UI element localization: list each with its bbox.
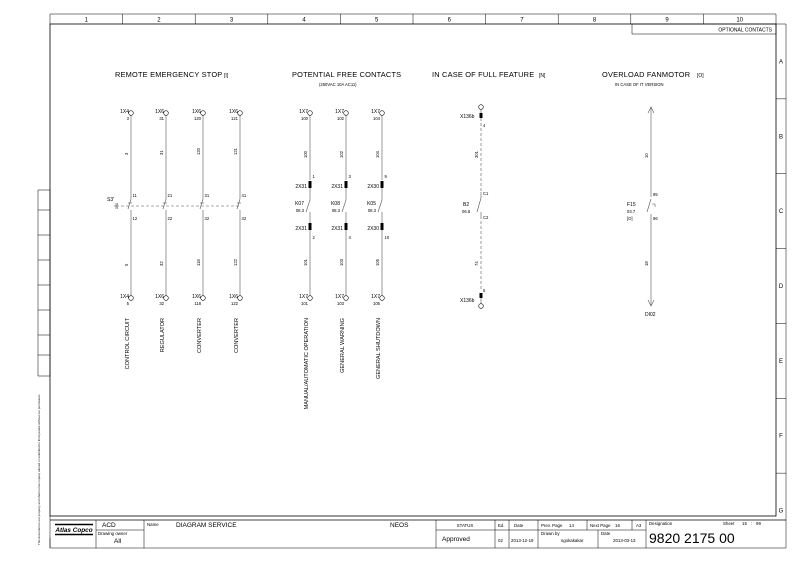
paper-format: A3 [636,523,642,528]
device-ref: [O] [627,216,633,221]
section-ref: [O] [697,73,704,79]
device-label: B2 [463,202,470,208]
wire-number: 103 [339,259,344,266]
overload-contact [647,199,651,212]
device-ref: 03.7 [627,209,636,214]
contact-number: 21 [167,193,173,198]
potential-free-circuit [331,109,351,373]
row-ruler [776,59,786,514]
drawing-name: DIAGRAM SERVICE [176,522,237,529]
device-ref: 06.8 [462,209,471,214]
contact-number: 32 [204,216,210,221]
terminal-label: 1X6 [192,109,201,115]
potential-free-circuit [295,109,315,409]
column-label: 3 [229,17,234,24]
target-label: DI02 [645,312,656,318]
contact-number: 42 [241,216,247,221]
plug-pin: 9 [384,174,387,179]
section-ref: [N] [539,73,546,79]
terminal-label: 1X6 [155,109,164,115]
terminal-pin: 102 [337,116,344,121]
column-label: 1 [84,17,88,24]
field-label: Designation [649,521,673,526]
plug-pin: 2 [312,235,315,240]
terminal-label: 1X4 [120,109,129,115]
section-title: REMOTE EMERGENCY STOP [115,70,223,79]
nc-contact [128,199,131,209]
relay-contact [342,200,346,212]
wire-number: 118 [196,259,201,266]
column-label: 9 [665,17,669,24]
prev-page-value: 14 [569,523,574,528]
wire-number: 120 [196,148,201,155]
terminal-label: 1X4 [120,294,129,300]
terminal-pin: 120 [194,116,201,121]
wire-number: 105 [375,259,380,266]
wire-number: 5 [124,263,129,266]
section-full-feature [432,70,546,308]
contact-number: 41 [241,193,247,198]
relay-ref: 08.3 [331,208,340,213]
terminal-circle [238,296,243,301]
wire-number: 121 [233,148,238,155]
relay-ref: 08.3 [295,208,304,213]
field-label: Sheet [723,521,735,526]
relay-ref: 08.3 [367,208,376,213]
section-overload-fanmotor [602,70,704,318]
designation-number: 9820 2175 00 [649,530,735,546]
wire-number: 31 [159,150,164,155]
terminal-circle [380,111,385,116]
terminal-circle [164,296,169,301]
plug-label: 2X31 [295,184,307,190]
column-label: 6 [447,17,451,24]
wire-number: 122 [233,259,238,266]
terminal-label: 1X6 [229,294,238,300]
row-label: G [778,508,784,515]
connector-pin [345,181,348,188]
terminal-pin: 100 [301,116,308,121]
row-label: A [778,59,784,66]
terminal-circle [129,111,134,116]
nc-contact [237,199,240,209]
terminal-circle [308,111,313,116]
field-label: STATUS [456,523,474,528]
status-value: Approved [442,536,470,543]
field-label: Date [601,531,611,536]
logo-text: Atlas Copco [55,527,93,534]
wire-number: 100 [303,151,308,158]
emergency-stop-circuit [155,109,173,352]
function-label: CONVERTER [234,318,240,354]
field-label: Date [514,523,524,528]
terminal-label: 1X7 [299,294,308,300]
column-ruler [85,14,744,24]
section-subtitle: IN CASE OF IT VERSION [615,82,664,87]
connector-label: X136b [460,114,475,120]
contact-number: C2 [483,215,489,220]
connector-pin [309,223,312,230]
column-label: 2 [157,17,161,24]
terminal-pin: 105 [373,301,380,306]
connector-pin [381,181,384,188]
column-label: 5 [375,17,379,24]
contact-number: 22 [167,216,173,221]
date-value: 2013-12-19 [511,538,534,543]
terminal-label: 1X6 [155,294,164,300]
terminal-circle [479,105,484,110]
copyright-note: This document is our property and shall not be copied, altered or submitted to third parties without our permission. [37,393,41,545]
terminal-label: 1X7 [371,109,380,115]
drawing-owner: All [114,538,122,545]
connector-label: X136b [460,298,475,304]
section-title: POTENTIAL FREE CONTACTS [292,70,402,79]
terminal-pin: 118 [194,301,201,306]
function-label: CONTROL CIRCUIT [125,318,131,370]
switch-contact [477,198,481,212]
function-label: CONVERTER [197,318,203,354]
wire-number: 32 [159,261,164,266]
terminal-circle [344,296,349,301]
revision-boxes [38,190,50,376]
field-label: Name [147,522,159,527]
terminal-circle [380,296,385,301]
sheet-frame [50,14,786,548]
contact-number: 31 [204,193,210,198]
thermal-actuator-icon [652,204,655,207]
next-page-value: 16 [615,523,620,528]
plug-pin: 1 [312,174,315,179]
terminal-circle [308,296,313,301]
emergency-stop-circuit [120,109,138,369]
banner-text: OPTIONAL CONTACTS [718,27,772,34]
section-subtitle: (250VAC 10A AC11) [319,82,357,87]
wire-number: 3 [124,152,129,155]
section-title: IN CASE OF FULL FEATURE [432,70,535,79]
connector-pin [309,181,312,188]
column-label: 7 [520,17,524,24]
section-ref: [I] [224,73,229,79]
column-label: 10 [736,17,744,24]
sheet-total: 99 [756,521,761,526]
field-label: Drawing owner [98,531,128,536]
sheet-separator: : [751,521,753,526]
column-label: 8 [592,17,597,24]
title-block [50,520,786,548]
terminal-label: 1X7 [371,294,380,300]
terminal-label: 1X7 [299,109,308,115]
wire-number: 18 [644,261,649,266]
connector-pin [480,113,483,118]
drawn-by-value: sgokakakar [561,538,584,543]
plug-pin: 4 [348,235,351,240]
relay-label: K05 [367,201,376,207]
terminal-circle [129,296,134,301]
field-label: Prev. Page [541,523,563,528]
contact-number: 12 [132,216,138,221]
terminal-label: 1X6 [229,109,238,115]
potential-free-circuit [367,109,390,379]
project-name: NEOS [390,522,409,529]
wire-number: 102 [339,151,344,158]
row-label: D [778,284,784,290]
row-label: E [778,358,784,365]
terminal-pin: 31 [159,116,164,121]
emergency-stop-actuator-icon [114,203,119,209]
terminal-label: 1X6 [192,294,201,300]
switch-label: S3' [107,197,115,203]
emergency-stop-circuit [229,109,247,353]
wire-number: 10 [644,153,649,158]
connector-pin [345,223,348,230]
sheet-number: 15 [742,521,747,526]
field-label: Next Page [590,523,611,528]
terminal-pin: 101 [301,301,308,306]
plug-pin: 10 [384,235,390,240]
function-label: MANUAL/AUTOMATIC OPERATION [304,318,310,410]
field-label: Ed. [498,523,505,528]
terminal-circle [344,111,349,116]
contact-number: 95 [653,192,658,197]
wire-number: 101 [303,259,308,266]
terminal-pin: 122 [231,301,238,306]
terminal-circle [238,111,243,116]
wire-number: 301 [474,151,479,158]
function-label: REGULATOR [160,318,166,353]
plug-label: 2X31 [331,226,343,232]
terminal-circle [201,296,206,301]
nc-contact [163,199,166,209]
terminal-pin: 121 [231,116,238,121]
terminal-label: 1X7 [335,109,344,115]
device-label: F15 [627,202,636,208]
wire-number: 74 [474,261,479,266]
plug-label: 2X31 [295,226,307,232]
pin-number: 5 [483,288,486,293]
emergency-stop-circuit [192,109,210,353]
plug-label: 2X31 [331,184,343,190]
contact-number: C1 [483,191,489,196]
section-potential-free-contacts [292,70,401,409]
terminal-pin: 32 [159,301,164,306]
date-value: 2013-03-13 [613,538,636,543]
terminal-circle [479,304,484,309]
nc-contact [200,199,203,209]
terminal-pin: 3 [126,116,129,121]
relay-contact [378,200,382,212]
terminal-pin: 103 [337,301,344,306]
field-label: Drawn by [541,531,560,536]
relay-contact [306,200,310,212]
terminal-label: 1X7 [335,294,344,300]
terminal-pin: 104 [373,116,380,121]
terminal-pin: 5 [126,301,129,306]
column-label: 4 [302,17,306,24]
function-label: GENERAL SHUTDOWN [376,318,382,380]
contact-number: 96 [653,216,658,221]
terminal-circle [201,111,206,116]
row-label: F [779,433,783,440]
optional-contacts-banner [632,24,776,34]
section-remote-emergency-stop [107,70,247,369]
wire-number: 104 [375,151,380,158]
row-label: B [778,134,784,141]
edition-value: 02 [498,538,503,543]
plug-label: 2X30 [367,184,379,190]
company-code: ACD [102,522,116,529]
connector-pin [480,293,483,298]
pin-number: 4 [483,123,486,128]
plug-pin: 3 [348,174,351,179]
atlas-copco-logo [54,522,94,537]
relay-label: K08 [331,201,340,207]
contact-number: 11 [132,193,137,198]
function-label: GENERAL WARNING [340,318,346,373]
relay-label: K07 [295,201,304,207]
section-title: OVERLOAD FANMOTOR [602,70,691,79]
row-label: C [778,209,784,216]
plug-label: 2X30 [367,226,379,232]
connector-pin [381,223,384,230]
terminal-circle [164,111,169,116]
